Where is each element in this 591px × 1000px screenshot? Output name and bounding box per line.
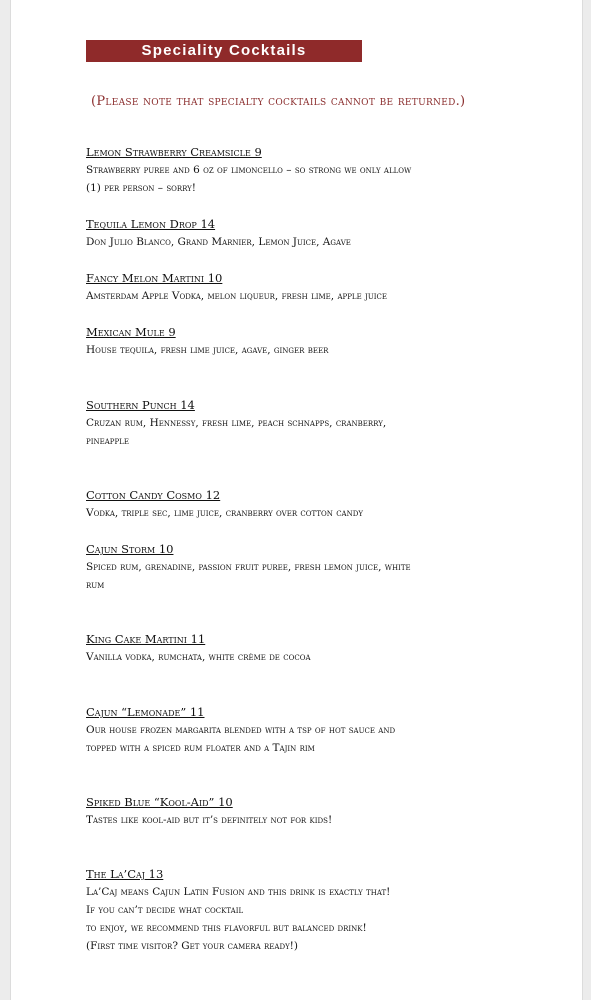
cocktail-item xyxy=(86,703,486,757)
description-line: Vanilla vodka, rumchata, white crème de cocoa xyxy=(86,651,311,663)
description-line: Don Julio Blanco, Grand Marnier, Lemon Juice, Agave xyxy=(86,236,351,248)
description-line: (1) per person – sorry! xyxy=(86,182,197,194)
cocktail-title: Cotton Candy Cosmo 12 xyxy=(86,488,221,502)
description-line: House tequila, fresh lime juice, agave, ginger beer xyxy=(86,344,329,356)
cocktail-title: Tequila Lemon Drop 14 xyxy=(86,217,216,231)
cocktail-item xyxy=(86,269,486,305)
cocktail-item xyxy=(86,630,486,666)
cocktail-description xyxy=(86,648,486,666)
cocktail-description xyxy=(86,504,486,522)
cocktail-description xyxy=(86,161,486,197)
cocktail-item xyxy=(86,396,486,450)
description-line: Spiced rum, grenadine, passion fruit puree, fresh lemon juice, white xyxy=(86,561,411,573)
cocktail-title: Cajun Storm 10 xyxy=(86,542,174,556)
cocktail-description xyxy=(86,341,486,359)
section-heading: Speciality Cocktails xyxy=(86,40,362,62)
description-line: If you can’t decide what cocktail xyxy=(86,904,244,916)
cocktail-item xyxy=(86,865,486,955)
description-line: (First time visitor? Get your camera ready!) xyxy=(86,940,299,952)
description-line: Amsterdam Apple Vodka, melon liqueur, fresh lime, apple juice xyxy=(86,290,387,302)
description-line: to enjoy, we recommend this flavorful but balanced drink! xyxy=(86,922,367,934)
cocktail-description xyxy=(86,233,486,251)
cocktail-description xyxy=(86,883,486,955)
description-line: Tastes like kool-aid but it’s definitely not for kids! xyxy=(86,814,333,826)
description-line: Our house frozen margarita blended with a tsp of hot sauce and xyxy=(86,724,396,736)
cocktail-description xyxy=(86,414,486,450)
description-line: pineapple xyxy=(86,435,129,447)
return-policy-note: (Please note that specialty cocktails cannot be returned.) xyxy=(91,94,466,109)
cocktail-title: Spiked Blue “Kool-Aid” 10 xyxy=(86,795,233,809)
cocktail-title: The La’Caj 13 xyxy=(86,867,164,881)
description-line: La’Caj means Cajun Latin Fusion and this drink is exactly that! xyxy=(86,886,391,898)
description-line: rum xyxy=(86,579,105,591)
description-line: Cruzan rum, Hennessy, fresh lime, peach schnapps, cranberry, xyxy=(86,417,387,429)
cocktail-title: Southern Punch 14 xyxy=(86,398,195,412)
cocktail-title: Lemon Strawberry Creamsicle 9 xyxy=(86,145,262,159)
cocktail-item xyxy=(86,486,486,522)
description-line: Vodka, triple sec, lime juice, cranberry over cotton candy xyxy=(86,507,363,519)
cocktail-description xyxy=(86,811,486,829)
cocktail-item xyxy=(86,540,486,594)
cocktail-item xyxy=(86,323,486,359)
menu-page xyxy=(10,0,583,1000)
description-line: topped with a spiced rum floater and a Tajin rim xyxy=(86,742,315,754)
cocktail-description xyxy=(86,558,486,594)
cocktail-title: Cajun “Lemonade” 11 xyxy=(86,705,205,719)
cocktail-title: Mexican Mule 9 xyxy=(86,325,176,339)
cocktail-description xyxy=(86,287,486,305)
cocktail-item xyxy=(86,215,486,251)
cocktail-title: Fancy Melon Martini 10 xyxy=(86,271,223,285)
description-line: Strawberry puree and 6 oz of limoncello – so strong we only allow xyxy=(86,164,412,176)
cocktail-item xyxy=(86,143,486,197)
cocktail-title: King Cake Martini 11 xyxy=(86,632,206,646)
cocktail-item xyxy=(86,793,486,829)
cocktail-description xyxy=(86,721,486,757)
